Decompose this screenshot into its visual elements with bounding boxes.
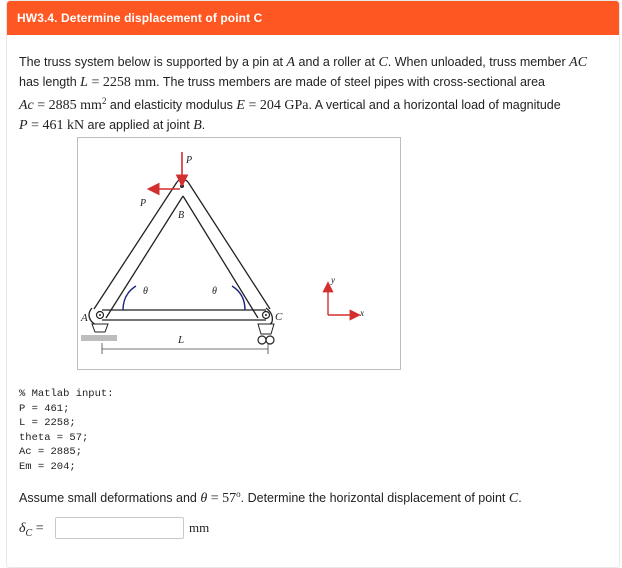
label-axis-x: x xyxy=(360,308,364,318)
angle-arc-left xyxy=(123,286,136,310)
question-text: . xyxy=(518,491,522,506)
code-line: P = 461; xyxy=(19,402,70,415)
code-line: L = 2258; xyxy=(19,417,76,429)
math-theta: θ xyxy=(200,491,208,507)
member-BC xyxy=(183,196,258,318)
math-exponent: 2 xyxy=(101,96,107,106)
math-Ac: Ac xyxy=(19,98,34,114)
math-Ac-value: = 2885 mm xyxy=(33,98,102,114)
pin-C-center xyxy=(265,314,267,316)
question-header xyxy=(7,1,619,35)
label-theta-right: θ xyxy=(212,286,217,297)
label-L: L xyxy=(178,334,185,346)
roller-wheel xyxy=(258,336,266,344)
code-line: % Matlab input: xyxy=(19,388,114,400)
answer-label xyxy=(19,519,44,539)
problem-text: . xyxy=(201,117,206,132)
problem-text: has length xyxy=(19,74,81,89)
truss-diagram xyxy=(78,138,400,369)
math-L-value: = 2258 mm xyxy=(87,74,157,90)
roller-wheel xyxy=(266,336,274,344)
problem-text: . A vertical and a horizontal load of magnitude xyxy=(308,98,561,113)
answer-unit: mm xyxy=(189,520,210,535)
matlab-input-block xyxy=(19,387,114,474)
problem-text: The truss system below is supported by a pin at xyxy=(19,55,287,69)
question-text: . Determine the horizontal displacement of point xyxy=(240,491,509,506)
joint-B-pin xyxy=(180,184,184,188)
math-B: B xyxy=(193,117,202,133)
math-P-value: = 461 kN xyxy=(27,117,85,133)
math-equals: = xyxy=(32,521,44,536)
math-P: P xyxy=(19,117,28,133)
problem-text: and elasticity modulus xyxy=(106,98,237,113)
problem-text: . When unloaded, truss member xyxy=(387,55,570,69)
pin-A-center xyxy=(99,314,101,316)
math-E-value: = 204 GPa xyxy=(244,98,309,114)
member-BC xyxy=(188,182,270,309)
math-C: C xyxy=(378,55,388,70)
math-AC: AC xyxy=(569,55,588,70)
math-delta: δ xyxy=(19,521,26,536)
member-AB xyxy=(106,196,183,318)
label-C: C xyxy=(275,311,283,323)
math-L: L xyxy=(80,74,88,90)
math-A: A xyxy=(286,55,296,70)
label-P-left: P xyxy=(140,198,147,209)
question-card xyxy=(6,0,620,568)
roller-support-C xyxy=(258,324,274,334)
label-axis-y: y xyxy=(331,275,335,285)
pin-support-A xyxy=(92,324,108,332)
question-text: Assume small deformations and xyxy=(19,491,201,506)
math-degree: o xyxy=(236,489,241,499)
question-prompt xyxy=(19,489,522,507)
code-line: theta = 57; xyxy=(19,431,89,444)
question-title: HW3.4. Determine displacement of point C xyxy=(17,11,263,25)
problem-text: . The truss members are made of steel pipes with cross-sectional area xyxy=(156,74,545,89)
math-E: E xyxy=(236,98,245,114)
answer-row xyxy=(19,517,319,541)
math-subscript-C: C xyxy=(25,527,33,539)
answer-input[interactable] xyxy=(55,517,184,539)
problem-text: are applied at joint xyxy=(84,117,194,132)
code-line: Ac = 2885; xyxy=(19,446,83,458)
ground-support-A xyxy=(81,335,117,341)
truss-figure xyxy=(77,137,401,370)
problem-statement xyxy=(19,53,611,135)
math-theta-value: = 57 xyxy=(207,491,237,507)
label-theta-left: θ xyxy=(143,286,148,297)
code-line: Em = 204; xyxy=(19,460,76,473)
member-AB xyxy=(94,182,177,309)
label-A: A xyxy=(81,312,88,324)
label-P-top: P xyxy=(186,155,193,166)
label-B: B xyxy=(178,210,185,221)
angle-arc-right xyxy=(232,286,245,310)
math-C: C xyxy=(508,491,519,507)
problem-text: and a roller at xyxy=(295,55,379,69)
